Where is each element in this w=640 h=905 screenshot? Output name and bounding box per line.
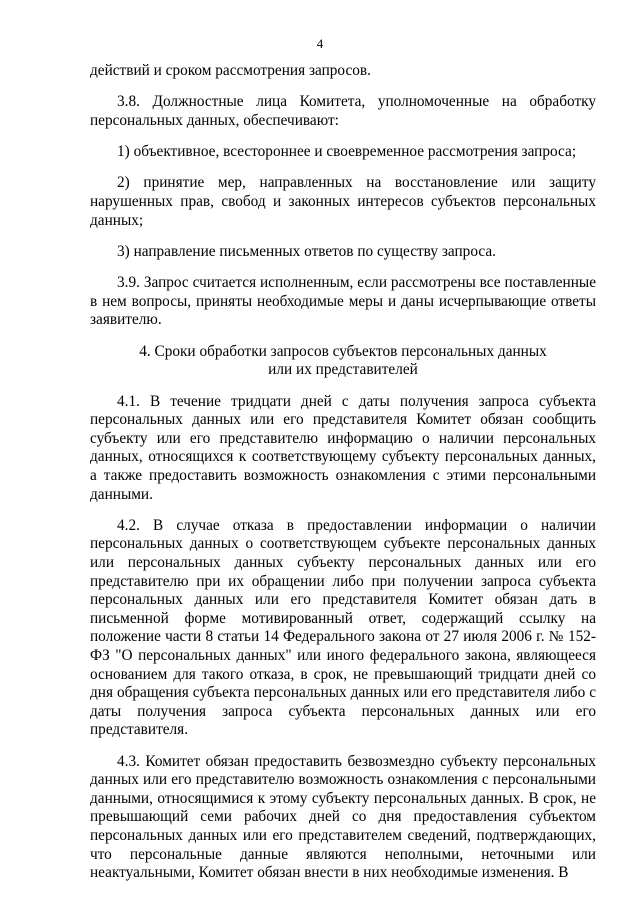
document-body <box>90 62 596 895</box>
paragraph-4-3: 4.3. Комитет обязан предоставить безвозмездно субъекту персональных данных или его представителю возможность ознакомления с персональными данными, относящимися к этому субъекту персональных данных. В срок, не превышающий семи рабочих дней со дня предоставления субъектом персональных данных или его представителем сведений, подтверждающих, что персональные данные являются неполными, неточными или неактуальными, Комитет обязан внести в них необходимые изменения. В <box>90 752 596 882</box>
section-heading-line-1: 4. Сроки обработки запросов субъектов персональных данных <box>139 342 547 360</box>
section-heading-line-2: или их представителей <box>268 361 418 379</box>
paragraph-3-8: 3.8. Должностные лица Комитета, уполномоченные на обработку персональных данных, обеспечивают: <box>90 93 596 129</box>
page-number: 4 <box>316 36 324 51</box>
paragraph-4-1: 4.1. В течение тридцати дней с даты получения запроса субъекта персональных данных или его представителя Комитет обязан сообщить субъекту или его представителю информацию о наличии персональных данных, относящихся к соответствующему субъекту персональных данных, а также предоставить возможность ознакомления с этими персональными данными. <box>90 392 596 503</box>
paragraph-3-8-item-1: 1) объективное, всестороннее и своевременное рассмотрения запроса; <box>117 143 577 161</box>
paragraph-4-2: 4.2. В случае отказа в предоставлении информации о наличии персональных данных о соответствующем субъекте персональных данных или персональных данных субъекту персональных данных или его представителю при их обращении либо при получении запроса субъекта персональных данных или его представителя Комитет обязан дать в письменной форме мотивированный ответ, содержащий ссылку на положение части 8 статьи 14 Федерального закона от 27 июля 2006 г. № 152-ФЗ "О персональных данных" или иного федерального закона, являющееся основанием для такого отказа, в срок, не превышающий тридцати дней со дня обращения субъекта персональных данных или его представителя либо с даты получения запроса субъекта персональных данных или его представителя. <box>90 516 596 739</box>
paragraph-3-9: 3.9. Запрос считается исполненным, если рассмотрены все поставленные в нем вопросы, приняты необходимые меры и даны исчерпывающие ответы заявителю. <box>90 274 596 329</box>
paragraph-continuation: действий и сроком рассмотрения запросов. <box>90 62 371 79</box>
section-heading <box>90 343 596 380</box>
paragraph-3-8-item-2: 2) принятие мер, направленных на восстановление или защиту нарушенных прав, свобод и законных интересов субъектов персональных данных; <box>90 174 596 229</box>
paragraph-3-8-item-3: 3) направление письменных ответов по существу запроса. <box>117 242 496 260</box>
